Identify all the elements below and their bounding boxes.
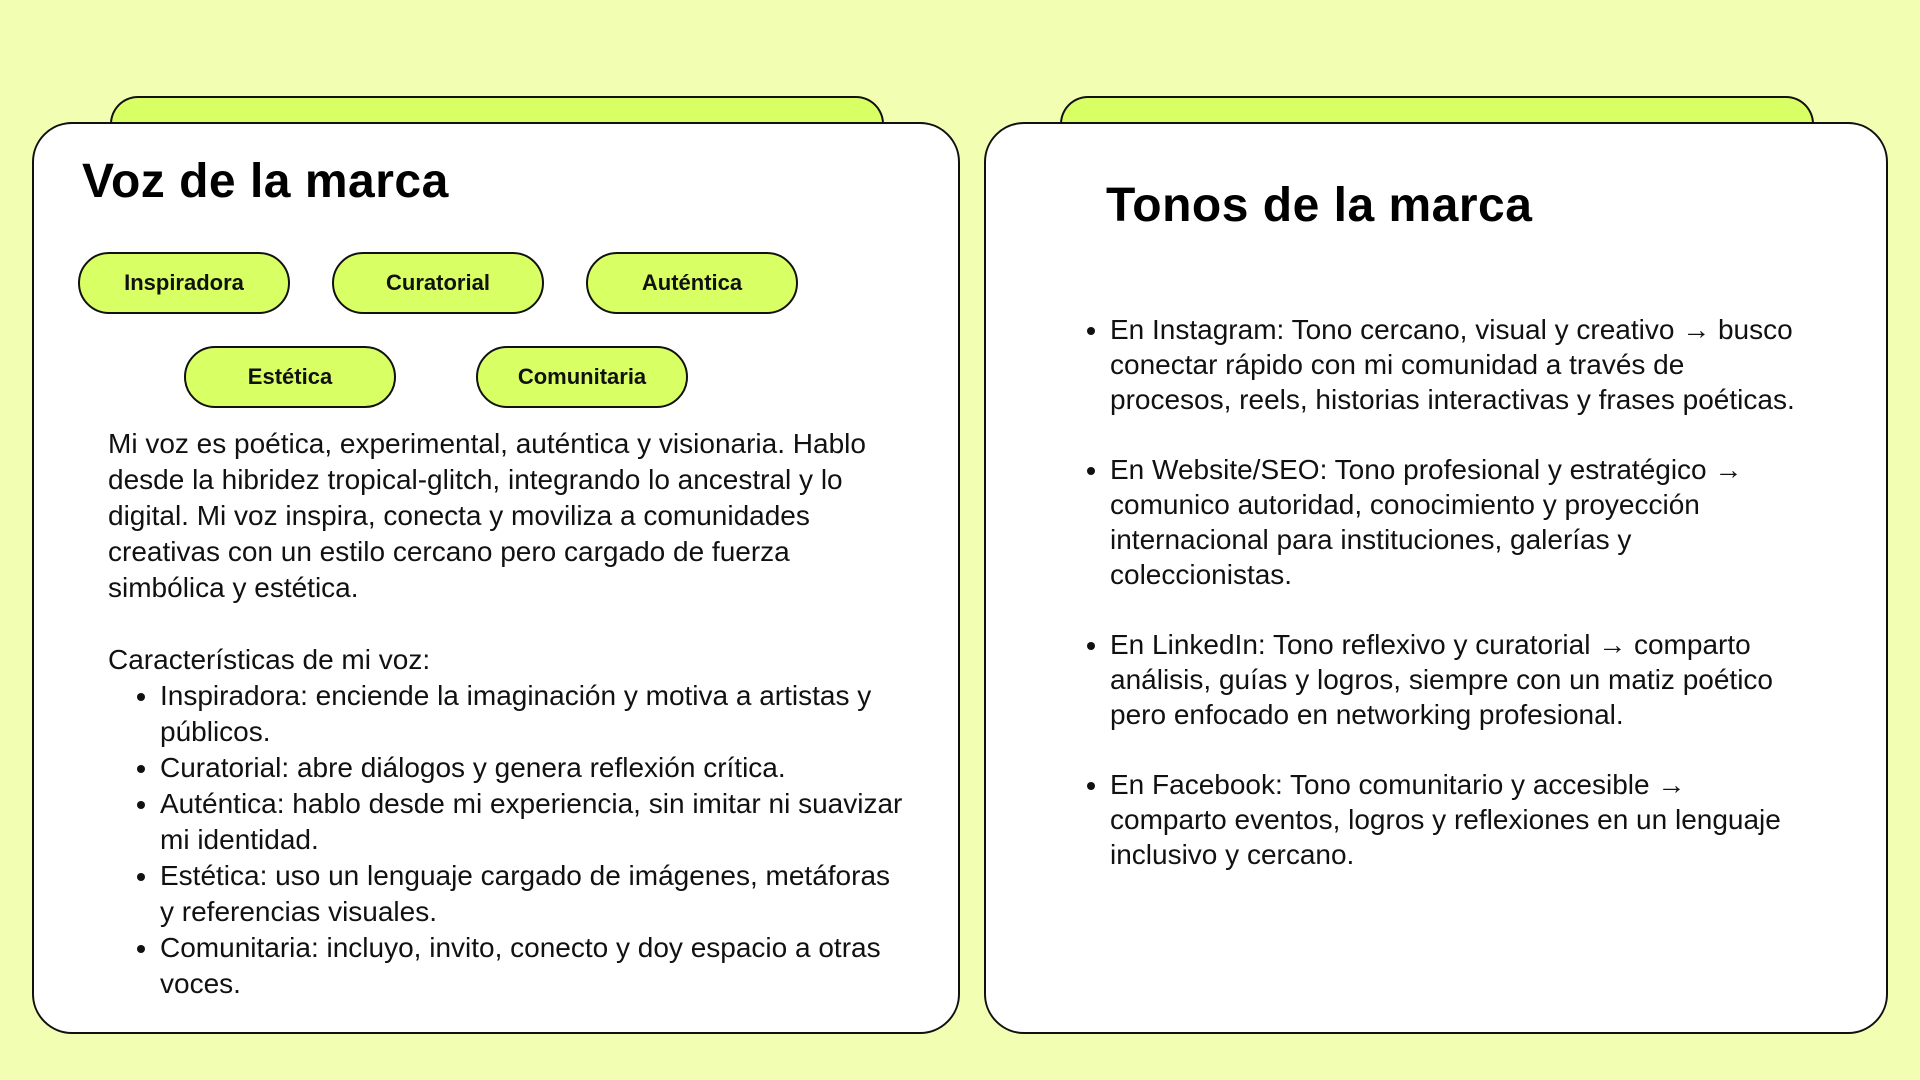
pill-comunitaria: Comunitaria [476, 346, 688, 408]
list-item: • En Instagram: Tono cercano, visual y creativo → busco conectar rápido con mi comunidad a través de procesos, reels, historias interactivas y frases poéticas. [1110, 312, 1806, 417]
list-item: • En LinkedIn: Tono reflexivo y curatorial → comparto análisis, guías y logros, siempre con un matiz poético pero enfocado en networking profesional. [1110, 627, 1806, 732]
list-item: • Curatorial: abre diálogos y genera reflexión crítica. [160, 750, 908, 786]
brand-tones-title: Tonos de la marca [1106, 179, 1533, 232]
brand-tones-list-wrap [1086, 312, 1806, 907]
brand-voice-card [32, 122, 960, 1034]
brand-voice-body [108, 426, 908, 1002]
pill-inspiradora: Inspiradora [78, 252, 290, 314]
brand-voice-intro: Mi voz es poética, experimental, auténtica y visionaria. Hablo desde la hibridez tropical-glitch, integrando lo ancestral y lo digital. Mi voz inspira, conecta y moviliza a comunidades creativas con un estilo cercano pero cargado de fuerza simbólica y estética. [108, 428, 866, 603]
brand-voice-title: Voz de la marca [82, 155, 449, 208]
pill-autentica: Auténtica [586, 252, 798, 314]
pill-curatorial: Curatorial [332, 252, 544, 314]
pill-estetica: Estética [184, 346, 396, 408]
brand-tones-list [1086, 312, 1806, 872]
characteristics-heading: Características de mi voz: [108, 644, 431, 675]
list-item: • En Website/SEO: Tono profesional y estratégico → comunico autoridad, conocimiento y proyección internacional para instituciones, galerías y coleccionistas. [1110, 452, 1806, 592]
list-item: • Estética: uso un lenguaje cargado de imágenes, metáforas y referencias visuales. [160, 858, 908, 930]
list-item: • Inspiradora: enciende la imaginación y motiva a artistas y públicos. [160, 678, 908, 750]
characteristics-list [108, 678, 908, 1002]
list-item: • Comunitaria: incluyo, invito, conecto y doy espacio a otras voces. [160, 930, 908, 1002]
list-item: • En Facebook: Tono comunitario y accesible → comparto eventos, logros y reflexiones en un lenguaje inclusivo y cercano. [1110, 767, 1806, 872]
list-item: • Auténtica: hablo desde mi experiencia, sin imitar ni suavizar mi identidad. [160, 786, 908, 858]
